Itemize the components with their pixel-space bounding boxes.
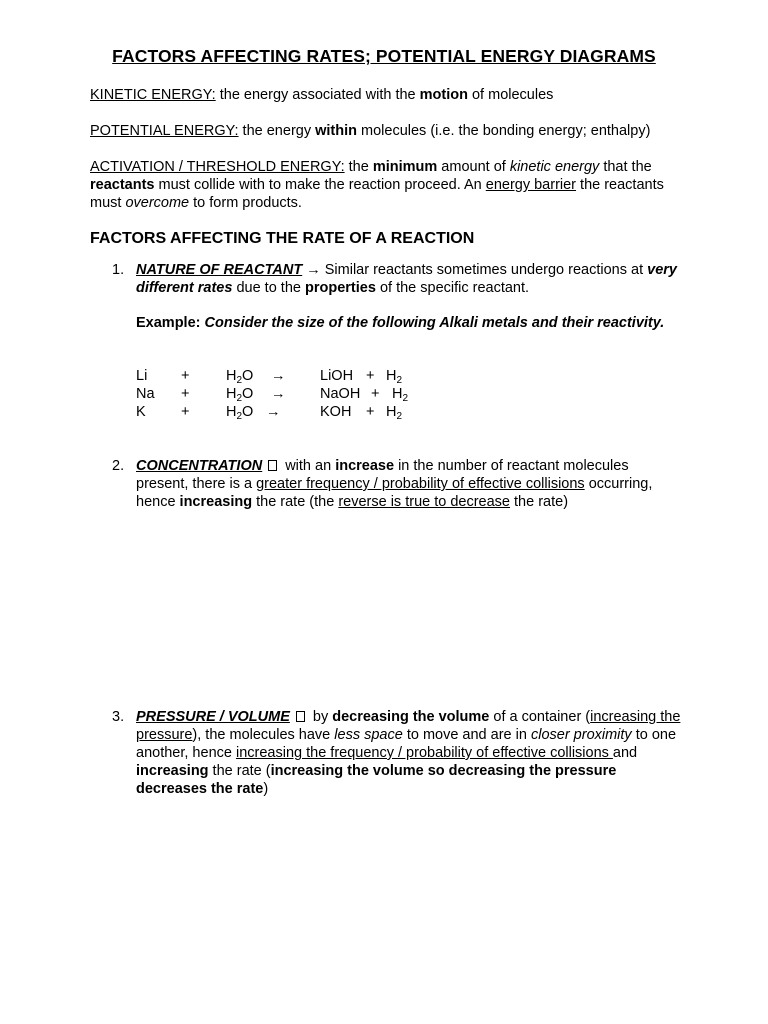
item-bold: increasing xyxy=(136,763,209,779)
plus-sign: + xyxy=(366,404,375,420)
hydrogen-formula: $H_2$ xyxy=(392,386,409,404)
item-text: and xyxy=(612,745,638,761)
item-italic: closer proximity xyxy=(530,727,632,743)
item-text: due to the xyxy=(232,280,305,296)
definition-italic: kinetic energy xyxy=(509,159,600,175)
definition-text: of molecules xyxy=(467,87,554,103)
missing-glyph-icon xyxy=(268,460,277,471)
page-title: FACTORS AFFECTING RATES; POTENTIAL ENERGY DIAGRAMS xyxy=(112,46,656,66)
item-underline: increasing the pressure xyxy=(136,709,681,743)
plus-sign: + xyxy=(181,368,190,384)
definition-text: to form products. xyxy=(189,195,302,211)
definition-text: that the xyxy=(599,159,652,175)
item-bold: increase xyxy=(335,458,395,474)
item-text: by xyxy=(312,709,333,725)
definition-underline: energy barrier xyxy=(485,177,577,193)
item-text: Similar reactants sometimes undergo reactions at xyxy=(324,262,648,278)
definition-bold: reactants xyxy=(90,177,155,193)
plus-sign: + xyxy=(371,386,380,402)
item-number: 2. xyxy=(112,458,125,474)
item-bold: decreasing the volume xyxy=(332,709,490,725)
item-text: ), the molecules have xyxy=(192,727,335,743)
hydroxide: LiOH xyxy=(320,368,354,384)
definition-bold: minimum xyxy=(372,159,438,175)
item-text: with an xyxy=(285,458,336,474)
arrow-glyph: → xyxy=(271,368,286,384)
plus-sign: + xyxy=(366,368,375,384)
item-underline: greater frequency / probability of effective collisions xyxy=(256,476,585,492)
metal: Li xyxy=(136,368,148,384)
item-text: of a container ( xyxy=(489,709,591,725)
water-formula: $H_2O$ xyxy=(226,386,254,404)
definition-italic: overcome xyxy=(125,195,190,211)
activation-energy-definition xyxy=(90,158,690,212)
item-text: the rate) xyxy=(510,494,569,510)
definition-text: the reactants must xyxy=(90,177,664,211)
item-heading: NATURE OF REACTANT xyxy=(136,262,303,278)
metal: K xyxy=(136,404,146,420)
example-label: Example: xyxy=(136,315,201,331)
item-underline: increasing the frequency / probability of effective collisions xyxy=(235,745,613,761)
example-paragraph xyxy=(136,314,681,332)
kinetic-energy-term: KINETIC ENERGY: xyxy=(90,87,216,103)
metal: Na xyxy=(136,386,155,402)
potential-energy-term: POTENTIAL ENERGY: xyxy=(90,123,239,139)
item-text: to move and are in xyxy=(402,727,531,743)
kinetic-energy-definition xyxy=(90,86,690,104)
hydroxide: KOH xyxy=(320,404,352,420)
concentration-item xyxy=(136,457,681,511)
example-text: Consider the size of the following Alkali metals and their reactivity. xyxy=(200,315,665,331)
item-underline: reverse is true to decrease xyxy=(338,494,510,510)
water-formula: $H_2O$ xyxy=(226,404,254,422)
item-bold: increasing the volume so decreasing the pressure decreases the rate xyxy=(136,763,617,797)
hydrogen-formula: $H_2$ xyxy=(386,368,403,386)
item-heading: PRESSURE / VOLUME xyxy=(136,709,290,725)
hydroxide: NaOH xyxy=(320,386,361,402)
activation-energy-term: ACTIVATION / THRESHOLD ENERGY: xyxy=(90,159,345,175)
item-text: ) xyxy=(263,781,269,797)
item-text: occurring, hence xyxy=(136,476,653,510)
arrow-glyph: → xyxy=(271,386,286,402)
definition-text: the energy associated with the xyxy=(215,87,420,103)
water-formula: $H_2O$ xyxy=(226,368,254,386)
item-bold: properties xyxy=(305,280,376,296)
section-heading: FACTORS AFFECTING THE RATE OF A REACTION xyxy=(90,230,475,247)
item-number: 1. xyxy=(112,262,125,278)
arrow-glyph: → xyxy=(266,404,281,420)
plus-sign: + xyxy=(181,386,190,402)
item-italic: less space xyxy=(334,727,403,743)
item-number: 3. xyxy=(112,709,125,725)
definition-text: the xyxy=(344,159,373,175)
definition-bold: within xyxy=(315,123,357,139)
hydrogen-formula: $H_2$ xyxy=(386,404,403,422)
arrow-glyph: → xyxy=(302,262,325,278)
definition-text: molecules (i.e. the bonding energy; enthalpy) xyxy=(357,123,651,139)
nature-of-reactant-item xyxy=(136,261,681,297)
item-text: of the specific reactant. xyxy=(375,280,530,296)
item-text: to one another, hence xyxy=(136,727,677,761)
potential-energy-definition xyxy=(90,122,690,140)
item-bold-italic: very different rates xyxy=(136,262,677,296)
pressure-volume-item xyxy=(136,708,681,798)
item-text: the rate (the xyxy=(252,494,339,510)
item-text: the rate ( xyxy=(208,763,271,779)
definition-text: amount of xyxy=(437,159,510,175)
definition-bold: motion xyxy=(419,87,468,103)
item-heading: CONCENTRATION xyxy=(136,458,263,474)
definition-text: the energy xyxy=(238,123,316,139)
definition-text: must collide with to make the reaction proceed. An xyxy=(154,177,486,193)
item-text: in the number of reactant molecules present, there is a xyxy=(136,458,629,492)
plus-sign: + xyxy=(181,404,190,420)
item-bold: increasing xyxy=(179,494,253,510)
missing-glyph-icon xyxy=(296,711,305,722)
